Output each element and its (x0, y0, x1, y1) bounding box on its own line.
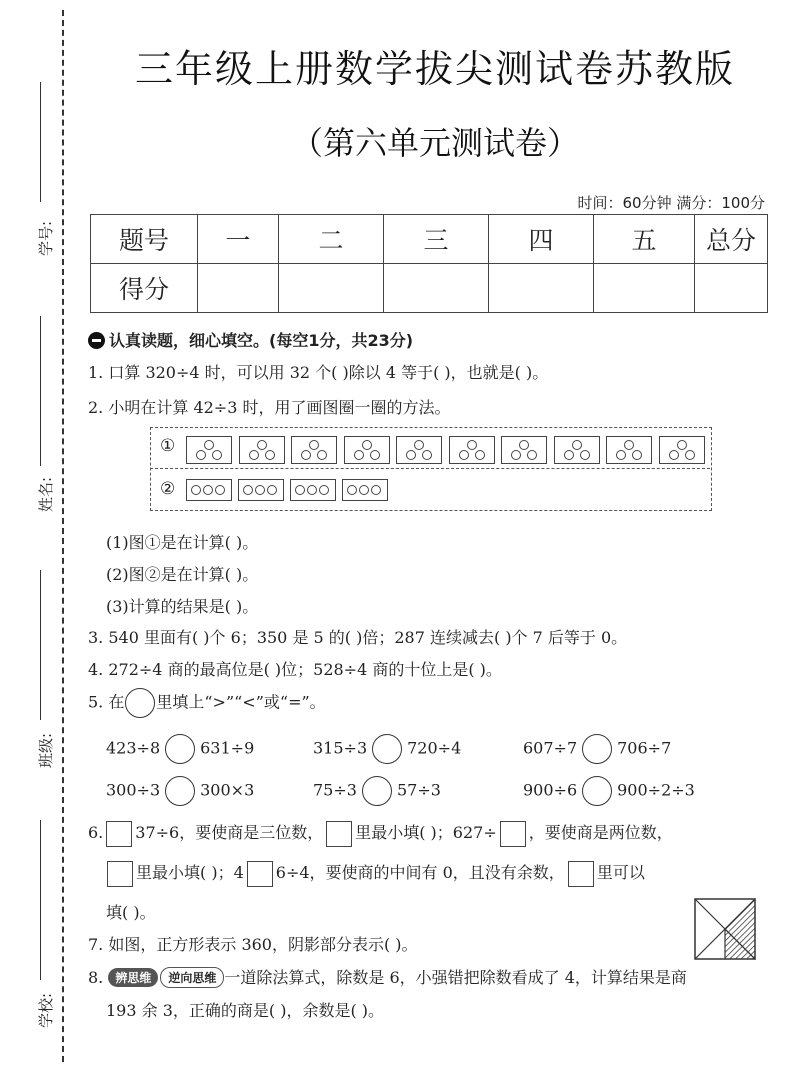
triangle-group-box (659, 436, 705, 464)
xuehao-label: 学号: (37, 220, 56, 257)
compare-answer-circle[interactable] (362, 776, 392, 806)
compare-item (106, 776, 254, 806)
q6-number: 6. (88, 823, 104, 842)
dot-icon (307, 485, 317, 495)
score-header-cell: 一 (198, 215, 279, 264)
banji-line (40, 570, 41, 720)
compare-right: 300×3 (200, 780, 255, 800)
question-3: 3. 540 里面有( )个 6；350 是 5 的( )倍；287 连续减去( )个 7 后等于 0。 (88, 628, 628, 647)
dot-icon (511, 450, 521, 460)
question-2-3: (3)计算的结果是( )。 (106, 597, 259, 616)
row-group-box (238, 479, 284, 501)
dot-icon (362, 440, 372, 450)
dot-icon (212, 450, 222, 460)
question-6-line1 (88, 820, 673, 847)
score-table-score-row (91, 264, 768, 313)
answer-box[interactable] (247, 861, 273, 887)
dot-icon (243, 485, 253, 495)
compare-answer-circle[interactable] (165, 734, 195, 764)
question-6-line2 (104, 860, 645, 887)
answer-box[interactable] (500, 821, 526, 847)
compare-item (523, 776, 695, 806)
dot-icon (564, 450, 574, 460)
compare-right: 706÷7 (617, 738, 672, 758)
q6-text: 6÷4，要使商的中间有 0，且没有余数， (275, 863, 565, 882)
dot-icon (267, 485, 277, 495)
page-subtitle: （第六单元测试卷） (290, 124, 579, 162)
figure-divider (150, 468, 710, 469)
compare-item (106, 734, 254, 764)
minus-circle-icon (88, 332, 105, 349)
dot-icon (467, 440, 477, 450)
dot-icon (370, 450, 380, 460)
dot-icon (203, 485, 213, 495)
shaded-square-figure (694, 898, 756, 960)
compare-answer-circle[interactable] (582, 776, 612, 806)
triangle-group-box (186, 436, 232, 464)
compare-left: 900÷6 (523, 780, 578, 800)
dot-icon (309, 440, 319, 450)
score-table (90, 214, 768, 313)
score-table-header-row (91, 215, 768, 264)
dot-icon (319, 485, 329, 495)
question-5-prefix: 5. 在 (88, 692, 125, 712)
dot-icon (624, 440, 634, 450)
dot-icon (354, 450, 364, 460)
score-cell[interactable] (384, 264, 489, 313)
answer-box[interactable] (568, 861, 594, 887)
dot-icon (255, 485, 265, 495)
compare-right: 900÷2÷3 (617, 780, 695, 800)
compare-right: 720÷4 (407, 738, 462, 758)
score-cell[interactable] (489, 264, 594, 313)
dot-icon (295, 485, 305, 495)
banji-label: 班级: (37, 732, 56, 769)
dot-icon (249, 450, 259, 460)
dot-icon (191, 485, 201, 495)
triangle-group-box (449, 436, 495, 464)
compare-right: 631÷9 (200, 738, 255, 758)
compare-left: 315÷3 (313, 738, 368, 758)
compare-right: 57÷3 (396, 780, 441, 800)
q8-number: 8. (88, 968, 104, 987)
dot-icon (359, 485, 369, 495)
question-5-suffix: 里填上“>”“<”或“=”。 (156, 692, 326, 712)
xingming-label: 姓名: (37, 476, 56, 513)
answer-box[interactable] (326, 821, 352, 847)
triangle-group-box (501, 436, 547, 464)
compare-left: 300÷3 (106, 780, 161, 800)
tag-bianxiwei: 辨思维 (108, 968, 158, 987)
question-2-2: (2)图②是在计算( )。 (106, 565, 259, 584)
q6-text: 37÷6，要使商是三位数， (135, 823, 324, 842)
dot-icon (616, 450, 626, 460)
compare-left: 607÷7 (523, 738, 578, 758)
q6-text: 里可以 (596, 863, 645, 882)
page-title: 三年级上册数学拔尖测试卷苏教版 (134, 47, 735, 91)
triangle-group-box (606, 436, 652, 464)
dot-icon (580, 450, 590, 460)
binding-dashed-line (62, 10, 64, 1062)
dot-icon (459, 450, 469, 460)
xingming-line (40, 316, 41, 466)
score-cell[interactable] (198, 264, 279, 313)
question-7: 7. 如图，正方形表示 360，阴影部分表示( )。 (88, 935, 418, 954)
row-group-box (342, 479, 388, 501)
score-cell[interactable] (695, 264, 768, 313)
dot-icon (204, 440, 214, 450)
compare-left: 75÷3 (313, 780, 357, 800)
q6-text: ，要使商是两位数， (528, 823, 673, 842)
q6-text: 里最小填( )；627÷ (355, 823, 497, 842)
question-8-line1 (88, 965, 687, 988)
dot-icon (422, 450, 432, 460)
dot-icon (257, 440, 267, 450)
dot-icon (669, 450, 679, 460)
dot-icon (301, 450, 311, 460)
compare-item (313, 734, 461, 764)
triangle-group-box (239, 436, 285, 464)
question-8-line2: 193 余 3，正确的商是( )，余数是( )。 (106, 1001, 385, 1020)
q8-text: 一道除法算式，除数是 6，小强错把除数看成了 4，计算结果是商 (224, 968, 687, 987)
score-row-label: 得分 (91, 264, 198, 313)
question-2-1: (1)图①是在计算( )。 (106, 533, 259, 552)
row-group-box (186, 479, 232, 501)
dot-icon (572, 440, 582, 450)
time-score-info: 时间：60分钟 满分：100分 (577, 194, 765, 212)
dot-icon (371, 485, 381, 495)
dot-icon (406, 450, 416, 460)
compare-answer-circle[interactable] (165, 776, 195, 806)
question-2: 2. 小明在计算 42÷3 时，用了画图圈一圈的方法。 (88, 398, 451, 417)
q6-text: 里最小填( )；4 (136, 863, 244, 882)
section-heading (88, 328, 413, 351)
dot-icon (215, 485, 225, 495)
dot-icon (677, 440, 687, 450)
figure-row1-label: ① (160, 436, 176, 456)
compare-circle-icon (125, 688, 155, 718)
score-header-cell: 二 (279, 215, 384, 264)
dot-icon (347, 485, 357, 495)
compare-item (313, 776, 441, 806)
dot-icon (519, 440, 529, 450)
score-header-cell: 四 (489, 215, 594, 264)
triangle-group-box (396, 436, 442, 464)
compare-left: 423÷8 (106, 738, 161, 758)
question-6-line3: 填( )。 (106, 903, 156, 922)
triangle-group-box (344, 436, 390, 464)
xuexiao-label: 学校: (37, 992, 56, 1029)
dot-icon (196, 450, 206, 460)
dot-icon (414, 440, 424, 450)
compare-answer-circle[interactable] (372, 734, 402, 764)
dot-icon (632, 450, 642, 460)
row-group-box (290, 479, 336, 501)
question-5 (88, 688, 326, 718)
answer-box[interactable] (106, 821, 132, 847)
question-1: 1. 口算 320÷4 时，可以用 32 个( )除以 4 等于( )，也就是( )。 (88, 363, 549, 382)
question-4: 4. 272÷4 商的最高位是( )位；528÷4 商的十位上是( )。 (88, 660, 502, 679)
dot-icon (527, 450, 537, 460)
score-cell[interactable] (594, 264, 695, 313)
section-heading-text: 认真读题，细心填空。(每空1分，共23分) (109, 331, 414, 350)
triangle-group-box (554, 436, 600, 464)
score-header-cell: 题号 (91, 215, 198, 264)
score-header-cell: 三 (384, 215, 489, 264)
compare-item (523, 734, 671, 764)
xuexiao-line (40, 820, 41, 980)
triangle-group-box (291, 436, 337, 464)
score-cell[interactable] (279, 264, 384, 313)
score-header-cell: 总分 (695, 215, 768, 264)
dot-icon (265, 450, 275, 460)
dot-icon (475, 450, 485, 460)
score-header-cell: 五 (594, 215, 695, 264)
dot-icon (685, 450, 695, 460)
xuehao-line (40, 82, 41, 202)
dot-icon (317, 450, 327, 460)
tag-nixiang: 逆向思维 (160, 967, 224, 988)
compare-answer-circle[interactable] (582, 734, 612, 764)
figure-row2-label: ② (160, 479, 176, 499)
answer-box[interactable] (107, 861, 133, 887)
